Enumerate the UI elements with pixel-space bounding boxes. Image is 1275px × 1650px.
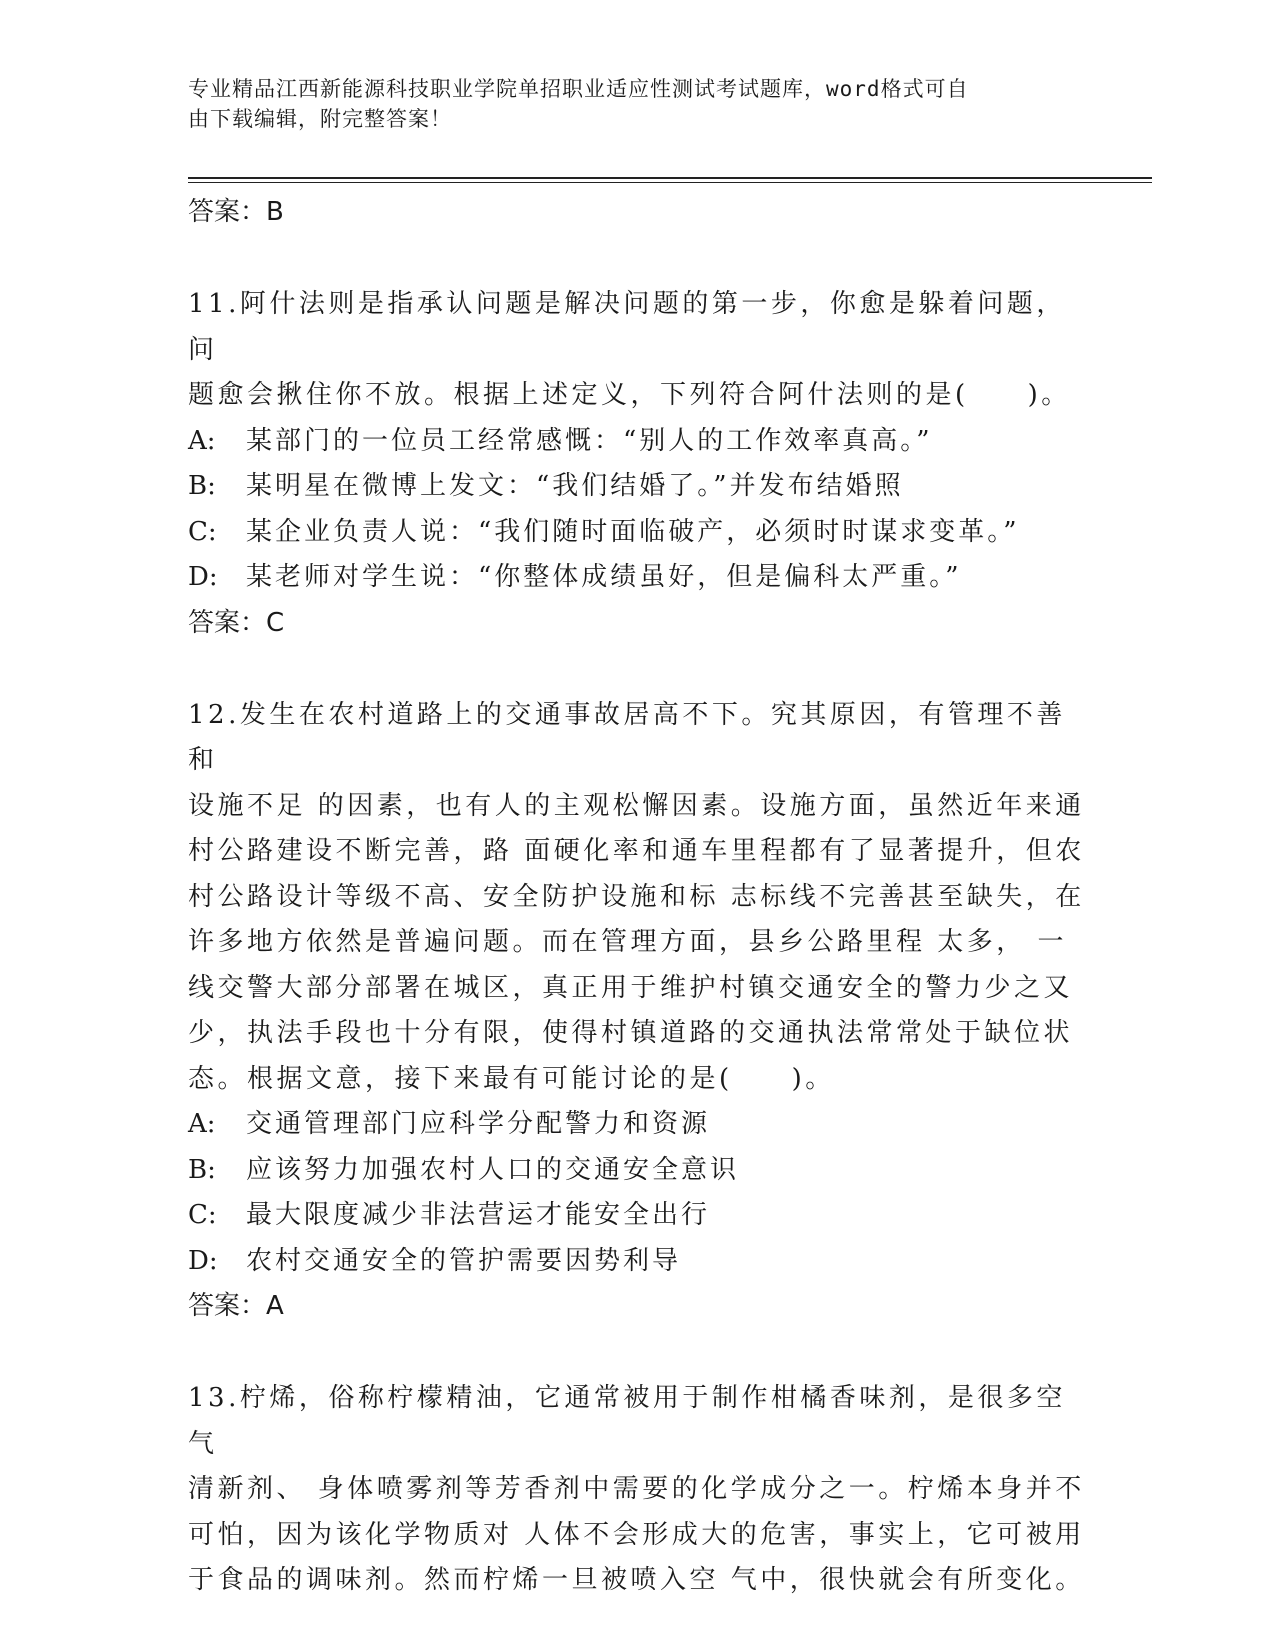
option-label: B:	[188, 471, 216, 501]
header-rule-thick	[188, 177, 1152, 179]
document-body	[188, 190, 1088, 1604]
option-b	[188, 1148, 1088, 1194]
option-c	[188, 510, 1088, 556]
option-label: A:	[188, 1109, 216, 1139]
option-text: 应该努力加强农村人口的交通安全意识	[246, 1154, 740, 1185]
option-text: 某明星在微博上发文：“我们结婚了。”并发布结婚照	[246, 471, 904, 501]
question-12	[188, 693, 1088, 1329]
option-label: C:	[188, 1200, 217, 1230]
option-text: 交通管理部门应科学分配警力和资源	[246, 1109, 711, 1139]
question-stem: 11.阿什法则是指承认问题是解决问题的第一步，你愈是躲着问题，问 题愈会揪住你不放。根据上述定义，下列符合阿什法则的是( )。	[188, 289, 1071, 410]
answer: 答案：A	[188, 1291, 284, 1321]
option-d	[188, 555, 1088, 601]
option-text: 某老师对学生说：“你整体成绩虽好，但是偏科太严重。”	[246, 562, 962, 592]
header-line-2: 由下载编辑，附完整答案！	[188, 107, 452, 131]
header-rule-thin	[188, 182, 1152, 183]
option-label: D:	[188, 1245, 218, 1276]
option-label: B:	[188, 1154, 216, 1185]
option-text: 农村交通安全的管护需要因势利导	[246, 1245, 682, 1276]
option-b	[188, 464, 1088, 510]
option-d	[188, 1239, 1088, 1285]
option-text: 某企业负责人说：“我们随时面临破产，必须时时谋求变革。”	[246, 516, 1020, 547]
option-label: D:	[188, 562, 218, 592]
option-text: 某部门的一位员工经常感慨：“别人的工作效率真高。”	[246, 425, 933, 456]
question-stem: 13.柠烯，俗称柠檬精油，它通常被用于制作柑橘香味剂，是很多空气 清新剂、 身体喷雾剂等芳香剂中需要的化学成分之一。柠烯本身并不 可怕，因为该化学物质对 人体不会形成大的危害，事实上，它可被用 于食品的调味剂。然而柠烯一旦被喷入空 气中，很快就会有所变化。	[188, 1383, 1085, 1595]
question-13	[188, 1376, 1088, 1604]
option-text: 最大限度减少非法营运才能安全出行	[246, 1200, 711, 1230]
question-stem: 12.发生在农村道路上的交通事故居高不下。究其原因，有管理不善和 设施不足 的因素，也有人的主观松懈因素。设施方面，虽然近年来通 村公路建设不断完善，路 面硬化率和通车里程都有了显著提升，但农 村公路设计等级不高、安全防护设施和标 志标线不完善甚至缺失，在 许多地方依然是普遍问题。而在管理方面，县乡公路里程 太多， 一 线交警大部分部署在城区，真正用于维护村镇交通安全的警力少之又 少，执法手段也十分有限，使得村镇道路的交通执法常常处于缺位状 态。根据文意，接下来最有可能讨论的是( )。	[188, 699, 1085, 1094]
question-11	[188, 282, 1088, 645]
option-label: C:	[188, 516, 217, 547]
option-label: A:	[188, 425, 216, 456]
header-line-1: 专业精品江西新能源科技职业学院单招职业适应性测试考试题库，word格式可自	[188, 77, 969, 101]
option-a	[188, 1102, 1088, 1148]
option-c	[188, 1193, 1088, 1239]
answer: 答案：C	[188, 607, 285, 638]
option-a	[188, 419, 1088, 465]
document-header	[188, 74, 1088, 134]
answer-previous: 答案：B	[188, 197, 284, 227]
